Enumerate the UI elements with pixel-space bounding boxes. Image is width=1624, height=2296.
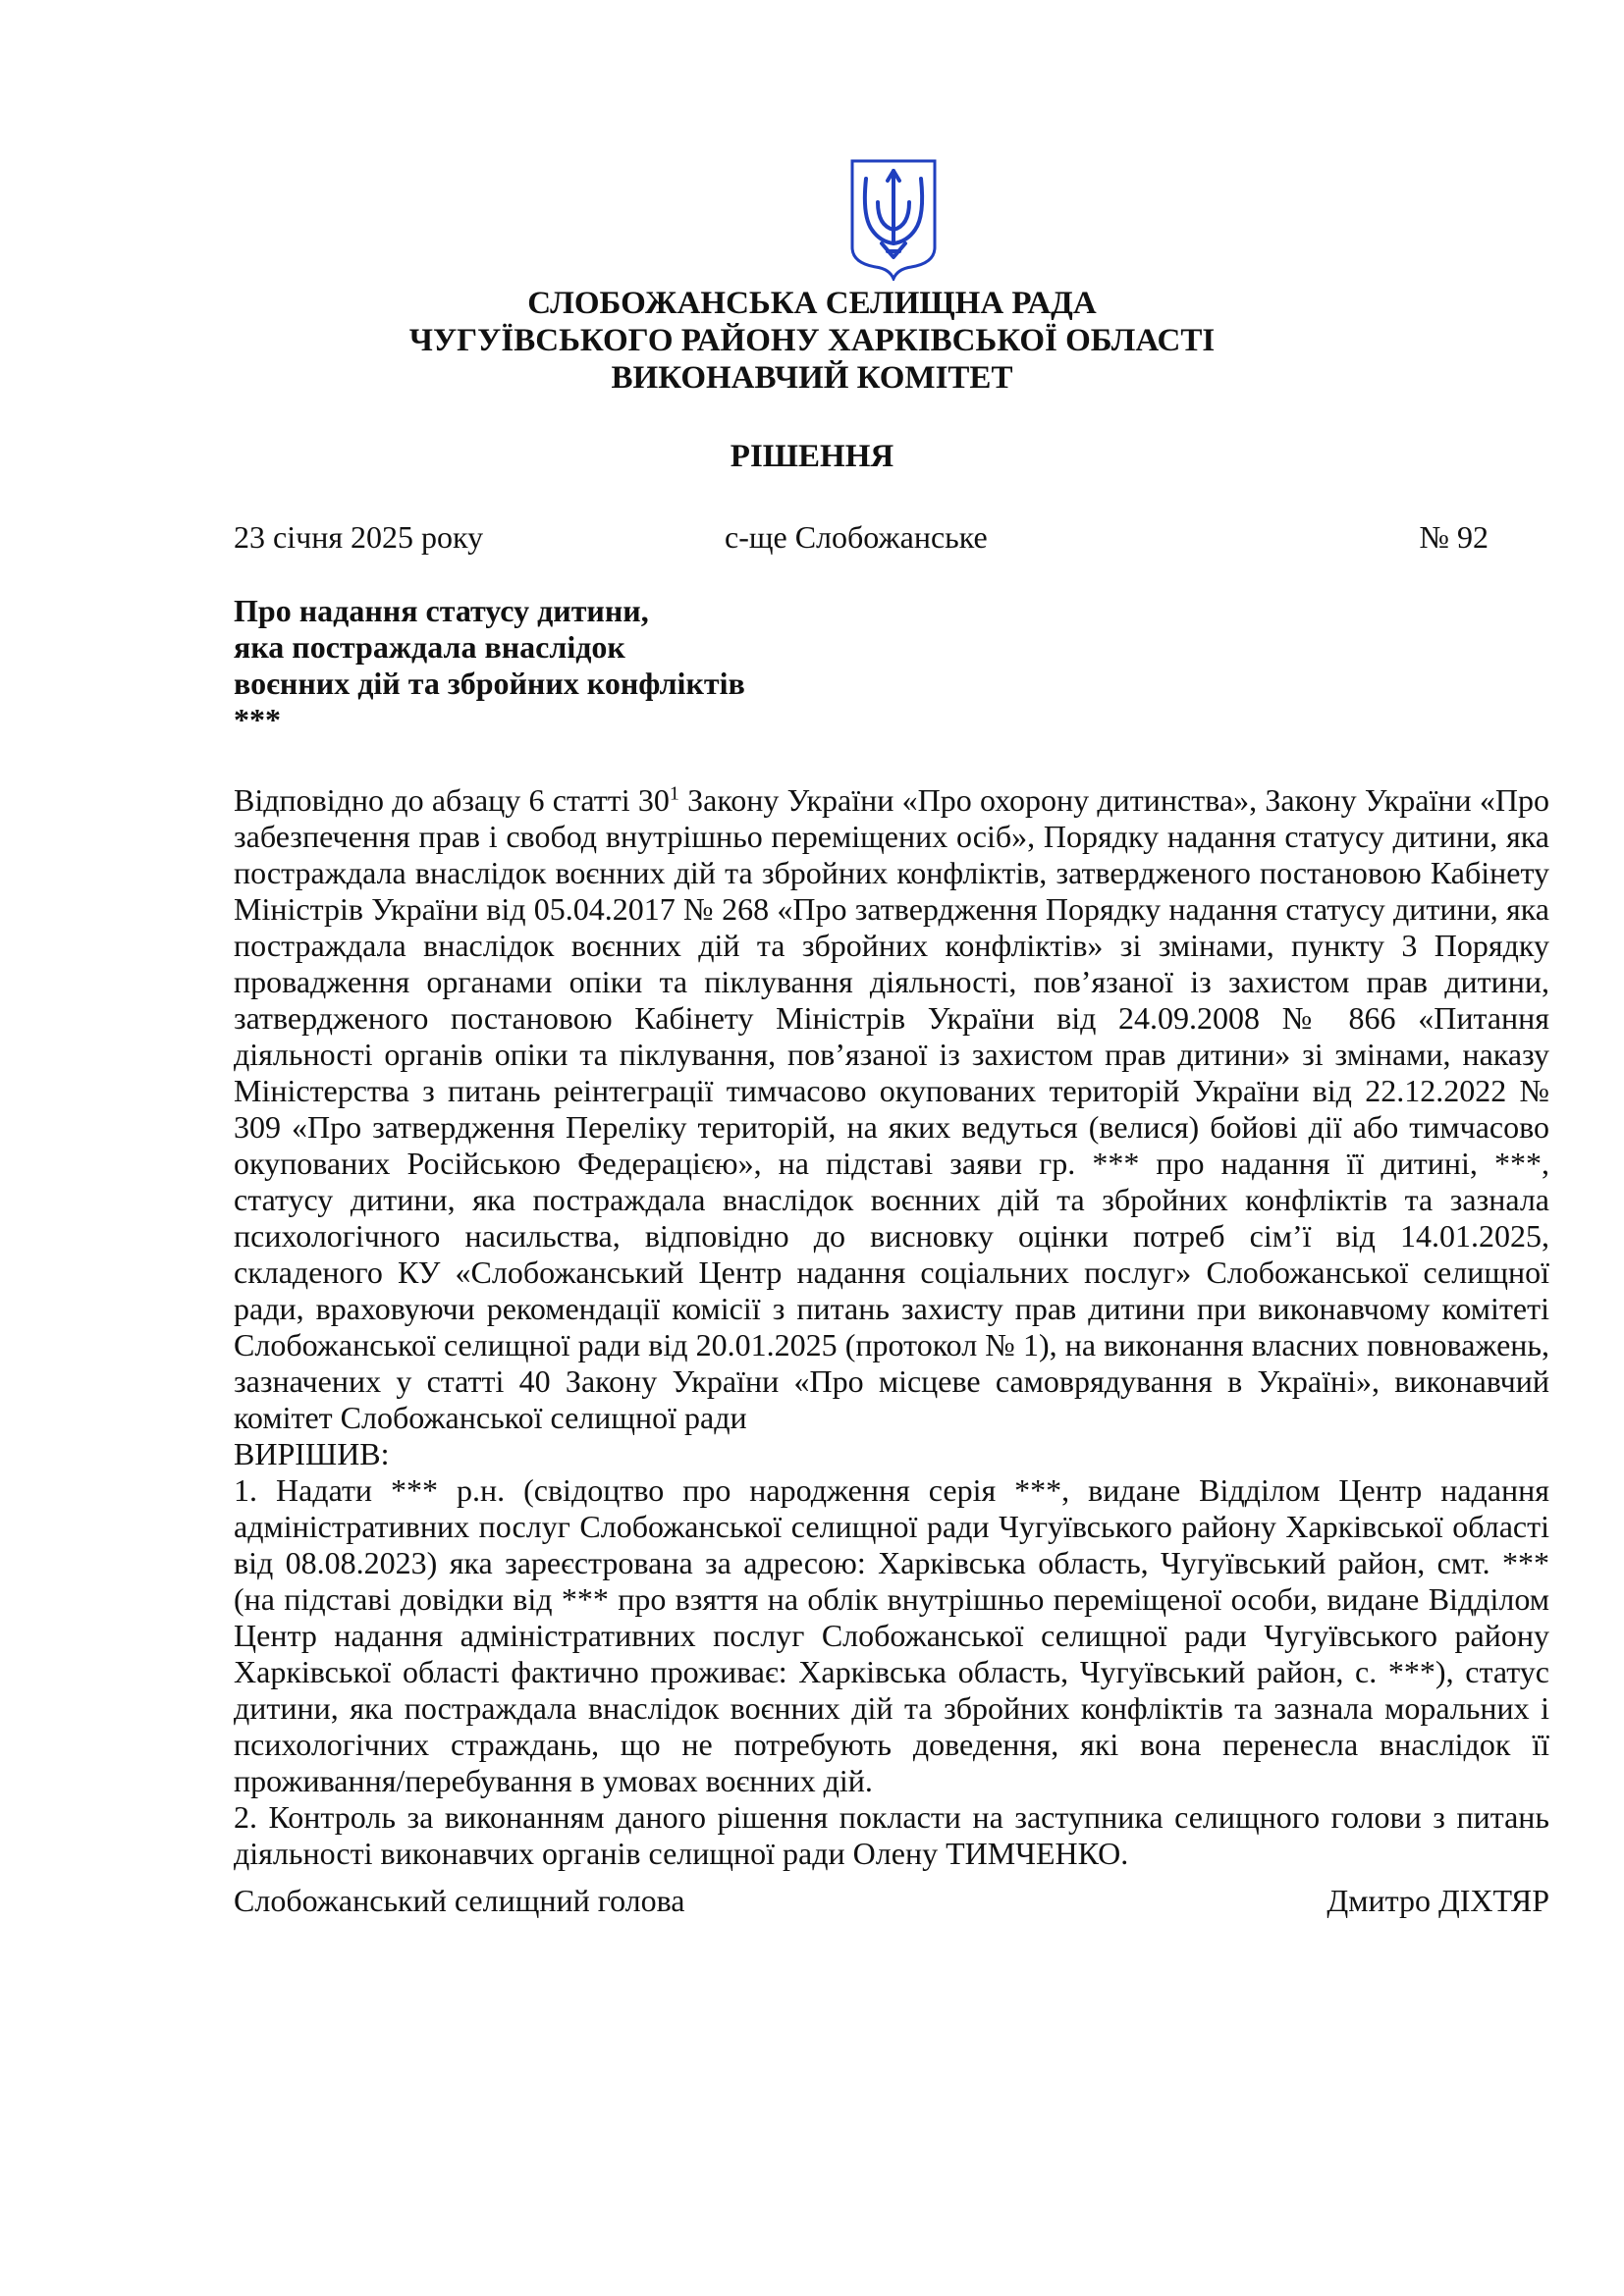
signatory-name: Дмитро ДІХТЯР	[1326, 1883, 1549, 1918]
decision-subject	[234, 593, 921, 738]
decision-meta	[234, 518, 1489, 558]
decision-place: с-ще Слобожанське	[725, 519, 988, 555]
decision-number: № 92	[1419, 519, 1489, 555]
decision-date: 23 січня 2025 року	[234, 519, 484, 555]
organization-header	[0, 285, 1624, 397]
subject-redacted-marker: ***	[234, 702, 281, 737]
subject-line: Про надання статусу дитини,	[234, 593, 649, 628]
subject-line: воєнних дій та збройних конфліктів	[234, 666, 745, 701]
header-line-committee: ВИКОНАВЧИЙ КОМІТЕТ	[611, 360, 1013, 396]
preamble-rest: Закону України «Про охорону дитинства», Закону України «Про забезпечення прав і свобод внутрішньо переміщених осіб», Порядку надання статусу дитини, яка постраждала внаслідок воєнних дій та збройних конфліктів, затвердженого постановою Кабінету Міністрів України від 05.04.2017 № 268 «Про затвердження Порядку надання статусу дитини, яка постраждала внаслідок воєнних дій та збройних конфліктів» зі змінами, пункту 3 Порядку провадження органами опіки та піклування діяльності, пов’язаної із захистом прав дитини, затвердженого постановою Кабінету Міністрів України від 24.09.2008 № 866 «Питання діяльності органів опіки та піклування, пов’язаної із захистом прав дитини» зі змінами, наказу Міністерства з питань реінтеграції тимчасово окупованих територій України від 22.12.2022 № 309 «Про затвердження Переліку територій, на яких ведуться (велися) бойові дії або тимчасово окупованих Російською Федерацією», на підставі заяви гр. *** про надання її дитині, ***, статусу дитини, яка постраждала внаслідок воєнних дій та збройних конфліктів та зазнала психологічного насильства, відповідно до висновку оцінки потреб сім’ї від 14.01.2025, складеного КУ «Слобожанський Центр надання соціальних послуг» Слобожанської селищної ради, враховуючи рекомендації комісії з питань захисту прав дитини при виконавчому комітеті Слобожанської селищної ради від 20.01.2025 (протокол № 1), на виконання власних повноважень, зазначених у статті 40 Закону України «Про місцеве самоврядування в Україні», виконавчий комітет Слобожанської селищної ради	[234, 782, 1550, 1435]
article-superscript: 1	[669, 782, 679, 805]
header-line-council: СЛОБОЖАНСЬКА СЕЛИЩНА РАДА	[527, 286, 1097, 321]
decision-title: РІШЕННЯ	[730, 439, 894, 474]
preamble-start: Відповідно до абзацу 6 статті 30	[234, 782, 670, 818]
decision-item-1: 1. Надати *** р.н. (свідоцтво про народження серія ***, видане Відділом Центр надання адміністративних послуг Слобожанської селищної ради Чугуївського району Харківської області від 08.08.2023) яка зареєстрована за адресою: Харківська область, Чугуївський район, смт. *** (на підставі довідки від *** про взяття на облік внутрішньо переміщеної особи, видане Відділом Центр надання адміністративних послуг Слобожанської селищної ради Чугуївського району Харківської області фактично проживає: Харківська область, Чугуївський район, с. ***), статус дитини, яка постраждала внаслідок воєнних дій та збройних конфліктів та зазнала моральних і психологічних страждань, що не потребують доведення, які вона перенесла внаслідок її проживання/перебування в умовах воєнних дій.	[234, 1472, 1549, 1798]
resolved-heading: ВИРІШИВ:	[234, 1436, 390, 1471]
header-line-district: ЧУГУЇВСЬКОГО РАЙОНУ ХАРКІВСЬКОЇ ОБЛАСТІ	[408, 323, 1216, 358]
decision-item-2: 2. Контроль за виконанням даного рішення покласти на заступника селищного голови з питань діяльності виконавчих органів селищної ради Олену ТИМЧЕНКО.	[234, 1799, 1549, 1871]
tryzub-coat-of-arms-icon	[848, 157, 939, 281]
signature-block	[234, 1882, 1549, 1921]
decision-body	[234, 782, 1549, 1872]
preamble-paragraph	[234, 782, 1549, 1436]
signatory-position: Слобожанський селищний голова	[234, 1883, 685, 1918]
subject-line: яка постраждала внаслідок	[234, 629, 625, 665]
